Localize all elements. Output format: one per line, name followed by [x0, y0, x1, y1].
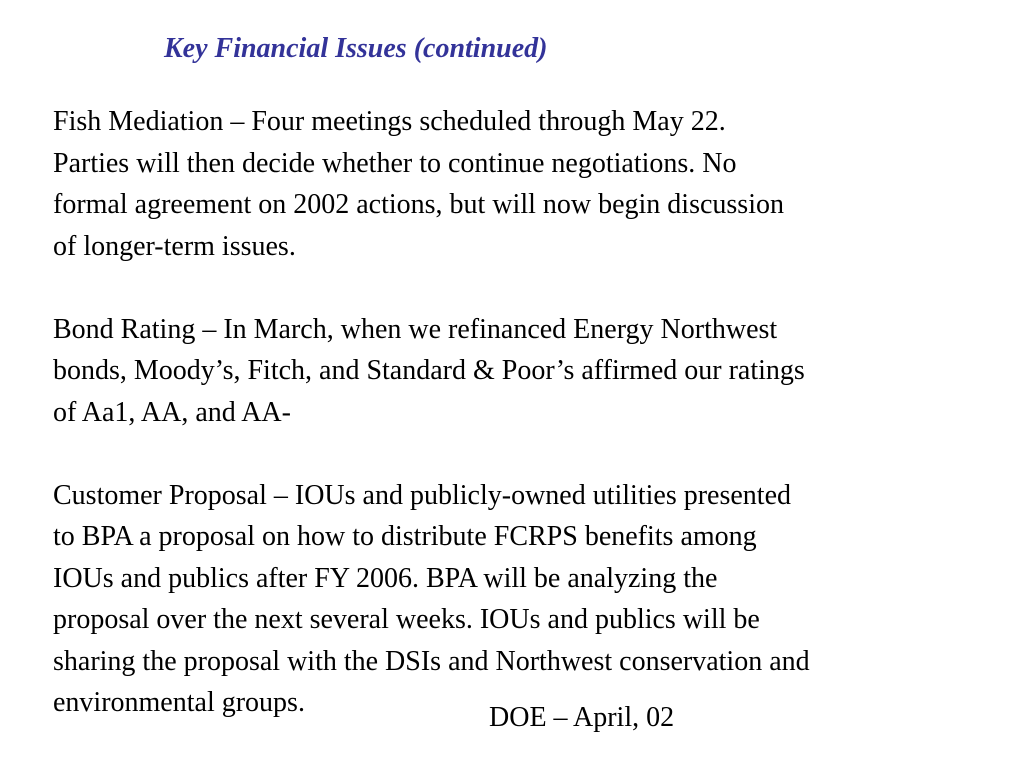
text-line: to BPA a proposal on how to distribute FCRPS benefits among [53, 521, 757, 552]
text-line: of longer-term issues. [53, 230, 296, 262]
text-line: proposal over the next several weeks. IOUs and publics will be [53, 604, 760, 635]
paragraph-bond-rating [53, 309, 993, 434]
paragraph-customer-proposal [53, 475, 993, 724]
text-line: Bond Rating – In March, when we refinanced Energy Northwest [53, 313, 778, 345]
text-line: bonds, Moody’s, Fitch, and Standard & Poor’s affirmed our ratings [53, 355, 805, 386]
paragraph-fish-mediation [53, 101, 993, 267]
text-line: of Aa1, AA, and AA- [53, 396, 291, 428]
text-line: environmental groups. [53, 687, 305, 718]
text-line: Parties will then decide whether to continue negotiations. No [53, 147, 737, 179]
text-line: Fish Mediation – Four meetings scheduled through May 22. [53, 106, 726, 137]
slide-body [53, 101, 993, 724]
text-line: Customer Proposal – IOUs and publicly-owned utilities presented [53, 479, 791, 511]
slide-title: Key Financial Issues (continued) [164, 33, 548, 64]
text-line: sharing the proposal with the DSIs and Northwest conservation and [53, 645, 810, 677]
slide-footer: DOE – April, 02 [489, 702, 675, 733]
text-line: formal agreement on 2002 actions, but will now begin discussion [53, 189, 784, 220]
text-line: IOUs and publics after FY 2006. BPA will be analyzing the [53, 562, 718, 594]
